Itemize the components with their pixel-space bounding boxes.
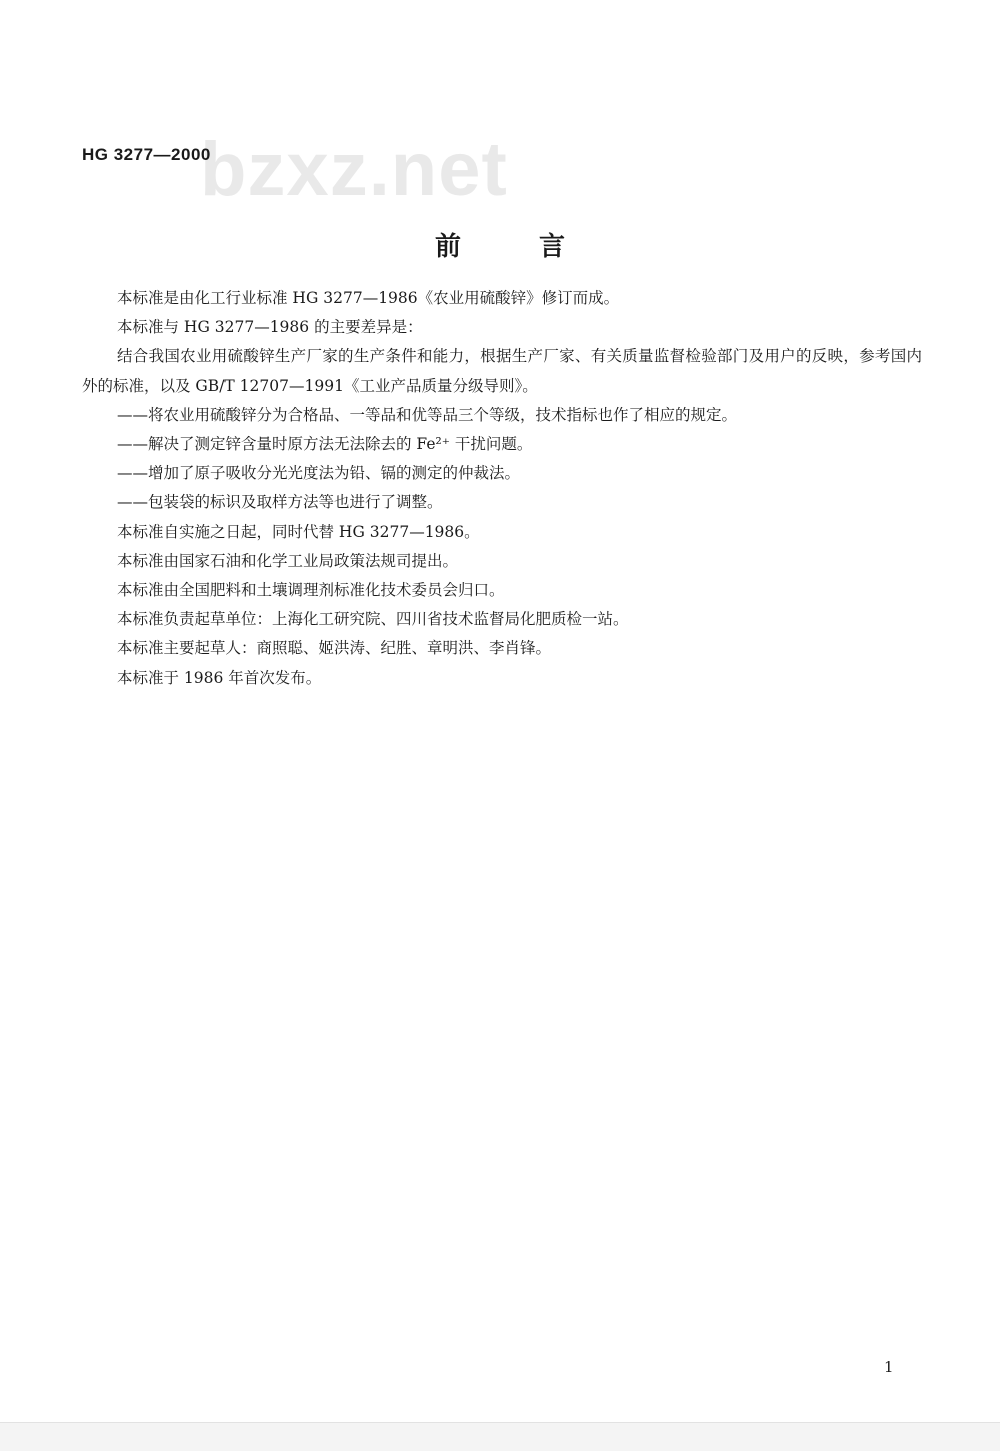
paragraph: 本标准主要起草人：商照聪、姬洪涛、纪胜、章明洪、李肖锋。 (117, 639, 552, 658)
standard-code: HG 3277—2000 (82, 145, 211, 164)
watermark: bzxz.net (200, 127, 508, 212)
list-item: ——增加了原子吸收分光光度法为铅、镉的测定的仲裁法。 (117, 464, 521, 483)
paragraph: 本标准是由化工行业标准 HG 3277—1986《农业用硫酸锌》修订而成。 (117, 289, 620, 307)
paragraph: 本标准自实施之日起，同时代替 HG 3277—1986。 (117, 522, 480, 541)
paragraph: 本标准负责起草单位：上海化工研究院、四川省技术监督局化肥质检一站。 (117, 610, 629, 629)
paragraph: 本标准由全国肥料和土壤调理剂标准化技术委员会归口。 (117, 581, 505, 600)
body-text (82, 284, 922, 693)
page-number: 1 (884, 1358, 894, 1376)
paragraph: 本标准于 1986 年首次发布。 (117, 668, 322, 687)
list-item: ——包装袋的标识及取样方法等也进行了调整。 (117, 493, 443, 512)
list-item: ——解决了测定锌含量时原方法无法除去的 Fe²⁺ 干扰问题。 (117, 435, 533, 454)
paragraph: 本标准由国家石油和化学工业局政策法规司提出。 (117, 551, 459, 570)
paragraph: 结合我国农业用硫酸锌生产厂家的生产条件和能力，根据生产厂家、有关质量监督检验部门及用户的反映，参考国内外的标准，以及 GB/T 12707—1991《工业产品质量分级导则》。 (82, 347, 922, 395)
paragraph: 本标准与 HG 3277—1986 的主要差异是： (117, 318, 423, 337)
page-bottom-edge (0, 1422, 1000, 1451)
list-item: ——将农业用硫酸锌分为合格品、一等品和优等品三个等级，技术指标也作了相应的规定。 (117, 405, 738, 424)
page-title: 前言 (434, 232, 643, 262)
